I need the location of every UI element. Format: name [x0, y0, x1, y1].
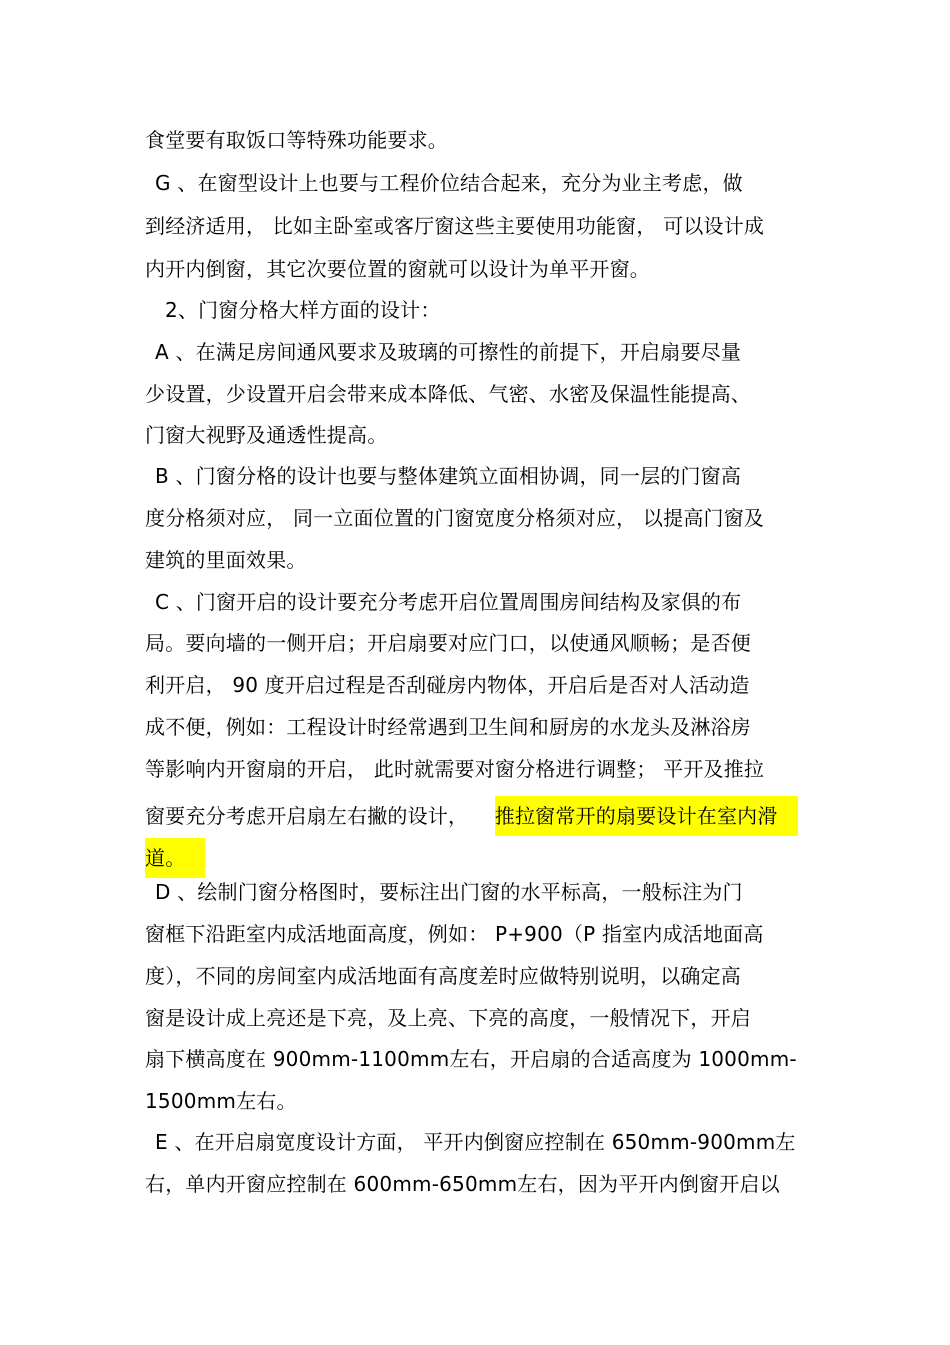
text-line: 利开启， 90 度开启过程是否刮碰房内物体，开启后是否对人活动造	[145, 673, 750, 697]
highlighted-text: 推拉窗常开的扇要设计在室内滑	[495, 796, 798, 836]
text-line: 等影响内开窗扇的开启， 此时就需要对窗分格进行调整； 平开及推拉	[145, 757, 765, 781]
text-line: 到经济适用， 比如主卧室或客厅窗这些主要使用功能窗， 可以设计成	[145, 214, 765, 238]
text-line	[145, 838, 205, 878]
text-line: 成不便，例如：工程设计时经常遇到卫生间和厨房的水龙头及淋浴房	[145, 715, 751, 739]
text-line: B 、门窗分格的设计也要与整体建筑立面相协调，同一层的门窗高	[155, 464, 742, 488]
text-line: 内开内倒窗，其它次要位置的窗就可以设计为单平开窗。	[145, 257, 650, 281]
text-line: E 、在开启扇宽度设计方面， 平开内倒窗应控制在 650mm-900mm左	[155, 1130, 796, 1154]
text-line: 度），不同的房间室内成活地面有高度差时应做特别说明，以确定高	[145, 964, 741, 988]
text-line	[145, 796, 798, 836]
text-segment: 窗要充分考虑开启扇左右撇的设计，	[145, 804, 475, 828]
text-line: 少设置，少设置开启会带来成本降低、气密、水密及保温性能提高、	[145, 382, 751, 406]
text-line: 窗框下沿距室内成活地面高度，例如： P+900（P 指室内成活地面高	[145, 922, 764, 946]
text-line: 建筑的里面效果。	[145, 548, 307, 572]
highlighted-text: 道。	[145, 838, 205, 878]
text-line: C 、门窗开启的设计要充分考虑开启位置周围房间结构及家俱的布	[155, 590, 742, 614]
text-line: 局。要向墙的一侧开启；开启扇要对应门口，以使通风顺畅；是否便	[145, 631, 751, 655]
text-line: 度分格须对应， 同一立面位置的门窗宽度分格须对应， 以提高门窗及	[145, 506, 765, 530]
text-line: 门窗大视野及通透性提高。	[145, 423, 388, 447]
text-line: 窗是设计成上亮还是下亮，及上亮、下亮的高度，一般情况下，开启	[145, 1006, 751, 1030]
text-line: G 、在窗型设计上也要与工程价位结合起来，充分为业主考虑，做	[155, 171, 743, 195]
text-line: 右，单内开窗应控制在 600mm-650mm左右，因为平开内倒窗开启以	[145, 1172, 780, 1196]
text-line: D 、绘制门窗分格图时，要标注出门窗的水平标高，一般标注为门	[155, 880, 743, 904]
text-line: 1500mm左右。	[145, 1089, 297, 1113]
section-heading: 2、门窗分格大样方面的设计：	[165, 298, 441, 322]
text-line: 食堂要有取饭口等特殊功能要求。	[145, 128, 448, 152]
text-line: A 、在满足房间通风要求及玻璃的可擦性的前提下，开启扇要尽量	[155, 340, 742, 364]
text-line: 扇下横高度在 900mm-1100mm左右，开启扇的合适高度为 1000mm-	[145, 1047, 797, 1071]
